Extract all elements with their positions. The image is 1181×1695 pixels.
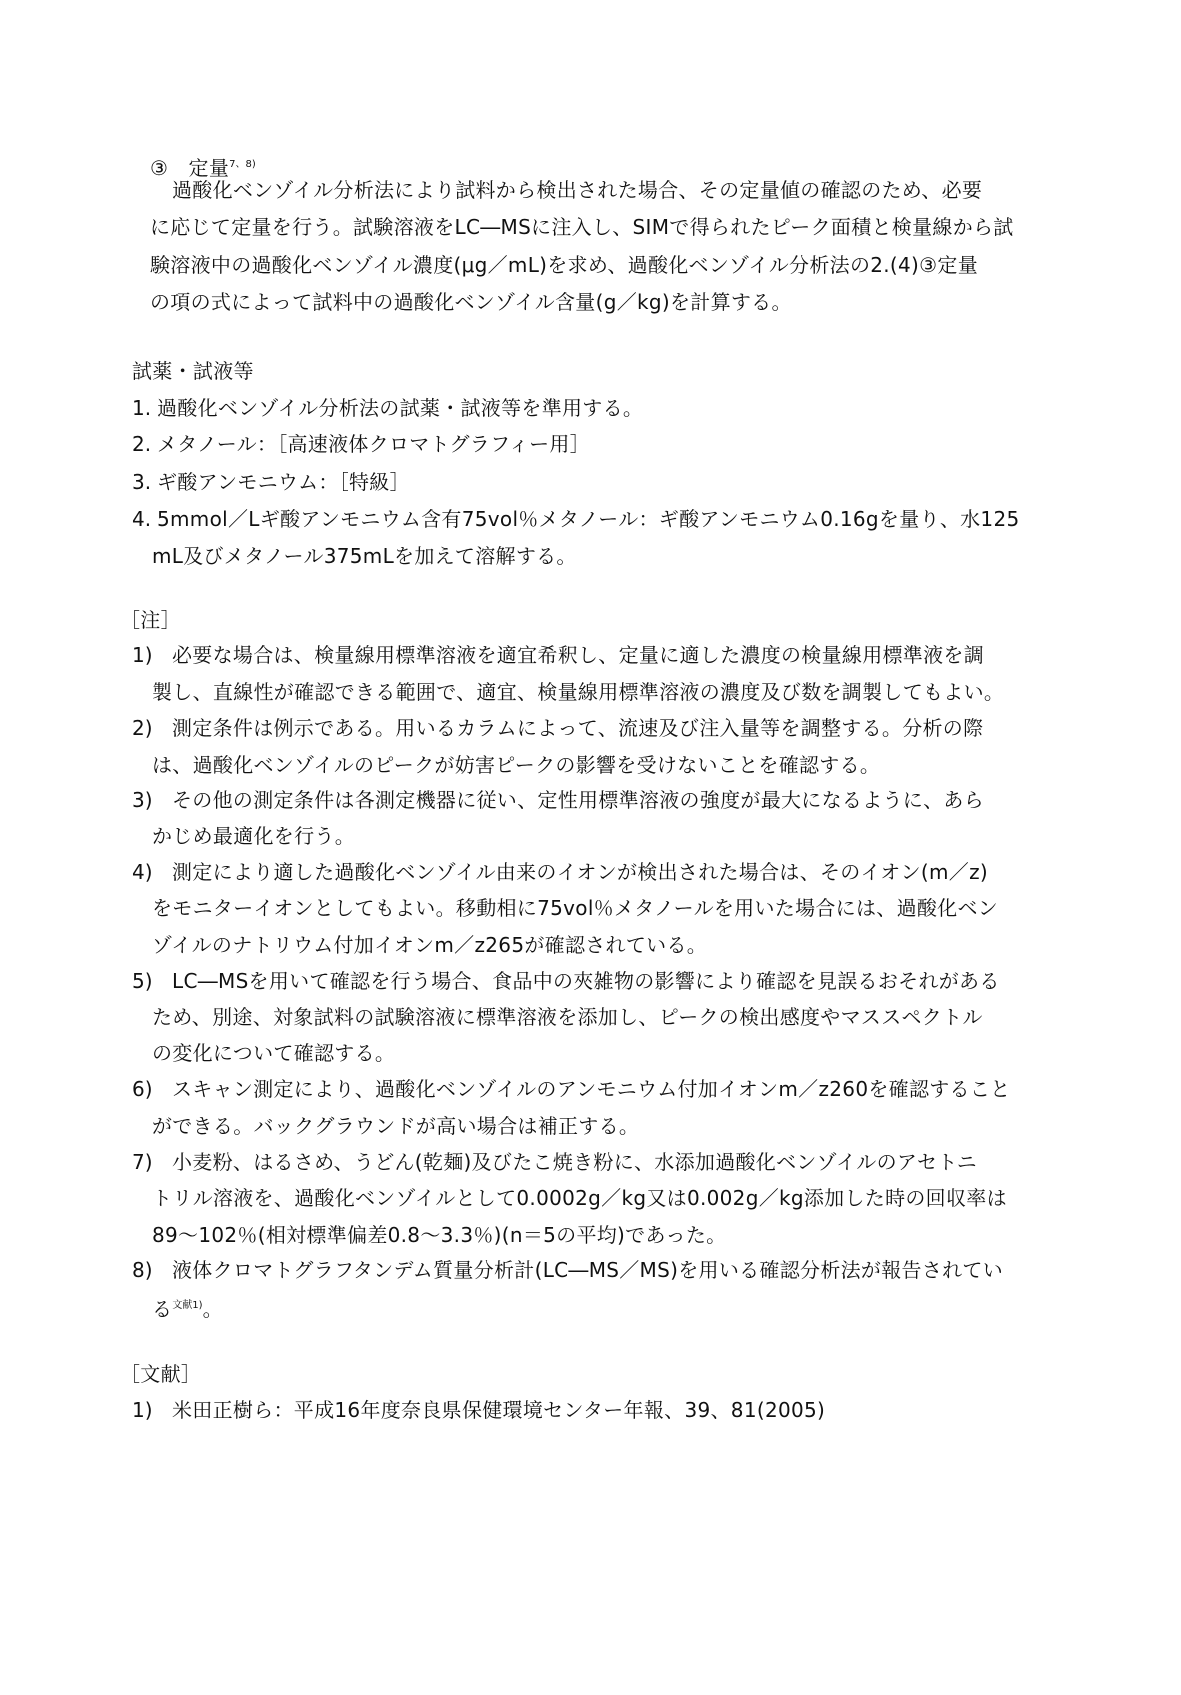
note-line: LC―MSを用いて確認を行う場合、食品中の夾雑物の影響により確認を見誤るおそれがある	[172, 969, 1000, 993]
list-item: ギ酸アンモニウム：［特級］	[157, 470, 410, 494]
note-number: 5)	[132, 969, 153, 993]
note-line: ゾイルのナトリウム付加イオンm／z265が確認されている。	[152, 933, 708, 957]
note-line: 測定により適した過酸化ベンゾイル由来のイオンが検出された場合は、そのイオン(m／z)	[172, 860, 988, 884]
note-line: スキャン測定により、過酸化ベンゾイルのアンモニウム付加イオンm／z260を確認すること	[172, 1077, 1011, 1101]
note-number: 6)	[132, 1077, 153, 1101]
reference-superscript: 7、8)	[229, 159, 256, 170]
note-line: 89～102％(相対標準偏差0.8～3.3％)(n＝5の平均)であった。	[152, 1223, 727, 1247]
note-text: 。	[202, 1297, 223, 1321]
note-line: かじめ最適化を行う。	[152, 824, 355, 848]
note-number: 7)	[132, 1150, 153, 1174]
list-item: 5mmol／Lギ酸アンモニウム含有75vol％メタノール：ギ酸アンモニウム0.16gを量り、水125	[157, 507, 1020, 531]
note-number: 3)	[132, 788, 153, 812]
note-line: 必要な場合は、検量線用標準溶液を適宜希釈し、定量に適した濃度の検量線用標準液を調	[172, 643, 984, 667]
reference-superscript: 文献1)	[172, 1300, 203, 1311]
note-number: 1)	[132, 643, 153, 667]
note-text: る	[152, 1297, 173, 1321]
note-line: トリル溶液を、過酸化ベンゾイルとして0.0002g／kg又は0.002g／kg添加した時の回収率は	[152, 1186, 1007, 1210]
note-line: ができる。バックグラウンドが高い場合は補正する。	[152, 1114, 640, 1138]
list-number: 1.	[132, 396, 152, 420]
note-line: 液体クロマトグラフタンデム質量分析計(LC―MS／MS)を用いる確認分析法が報告されてい	[172, 1258, 1004, 1282]
note-line	[152, 1294, 223, 1321]
paragraph-line: 験溶液中の過酸化ベンゾイル濃度(μg／mL)を求め、過酸化ベンゾイル分析法の2.(4)③定量	[150, 253, 978, 277]
note-line: その他の測定条件は各測定機器に従い、定性用標準溶液の強度が最大になるように、あら	[172, 788, 984, 812]
section-heading-notes: ［注］	[120, 608, 181, 632]
note-line: ため、別途、対象試料の試験溶液に標準溶液を添加し、ピークの検出感度やマススペクトル	[152, 1005, 983, 1029]
note-number: 4)	[132, 860, 153, 884]
list-number: 4.	[132, 507, 152, 531]
note-line: 製し、直線性が確認できる範囲で、適宜、検量線用標準溶液の濃度及び数を調製してもよい。	[152, 680, 1005, 704]
list-item: メタノール：［高速液体クロマトグラフィー用］	[157, 432, 590, 456]
paragraph-line: 過酸化ベンゾイル分析法により試料から検出された場合、その定量値の確認のため、必要	[172, 178, 983, 202]
list-number: 3.	[132, 470, 152, 494]
note-number: 8)	[132, 1258, 153, 1282]
section-heading-quantification	[150, 153, 256, 180]
heading-text: ③ 定量	[150, 156, 230, 180]
reference-number: 1)	[132, 1398, 153, 1422]
note-line: の変化について確認する。	[152, 1041, 396, 1065]
note-line: 測定条件は例示である。用いるカラムによって、流速及び注入量等を調整する。分析の際	[172, 716, 984, 740]
note-number: 2)	[132, 716, 153, 740]
paragraph-line: の項の式によって試料中の過酸化ベンゾイル含量(g／kg)を計算する。	[150, 290, 792, 314]
section-heading-references: ［文献］	[120, 1362, 202, 1386]
list-number: 2.	[132, 432, 152, 456]
section-heading-reagents: 試薬・試液等	[132, 359, 254, 383]
reference-item: 米田正樹ら：平成16年度奈良県保健環境センター年報、39、81(2005)	[172, 1398, 826, 1422]
note-line: 小麦粉、はるさめ、うどん(乾麺)及びたこ焼き粉に、水添加過酸化ベンゾイルのアセトニ	[172, 1150, 978, 1174]
note-line: をモニターイオンとしてもよい。移動相に75vol％メタノールを用いた場合には、過酸化ベン	[152, 896, 999, 920]
note-line: は、過酸化ベンゾイルのピークが妨害ピークの影響を受けないことを確認する。	[152, 753, 881, 777]
paragraph-line: に応じて定量を行う。試験溶液をLC―MSに注入し、SIMで得られたピーク面積と検量線から試	[150, 215, 1014, 239]
list-item-continued: mL及びメタノール375mLを加えて溶解する。	[152, 544, 577, 568]
list-item: 過酸化ベンゾイル分析法の試薬・試液等を準用する。	[157, 396, 644, 420]
